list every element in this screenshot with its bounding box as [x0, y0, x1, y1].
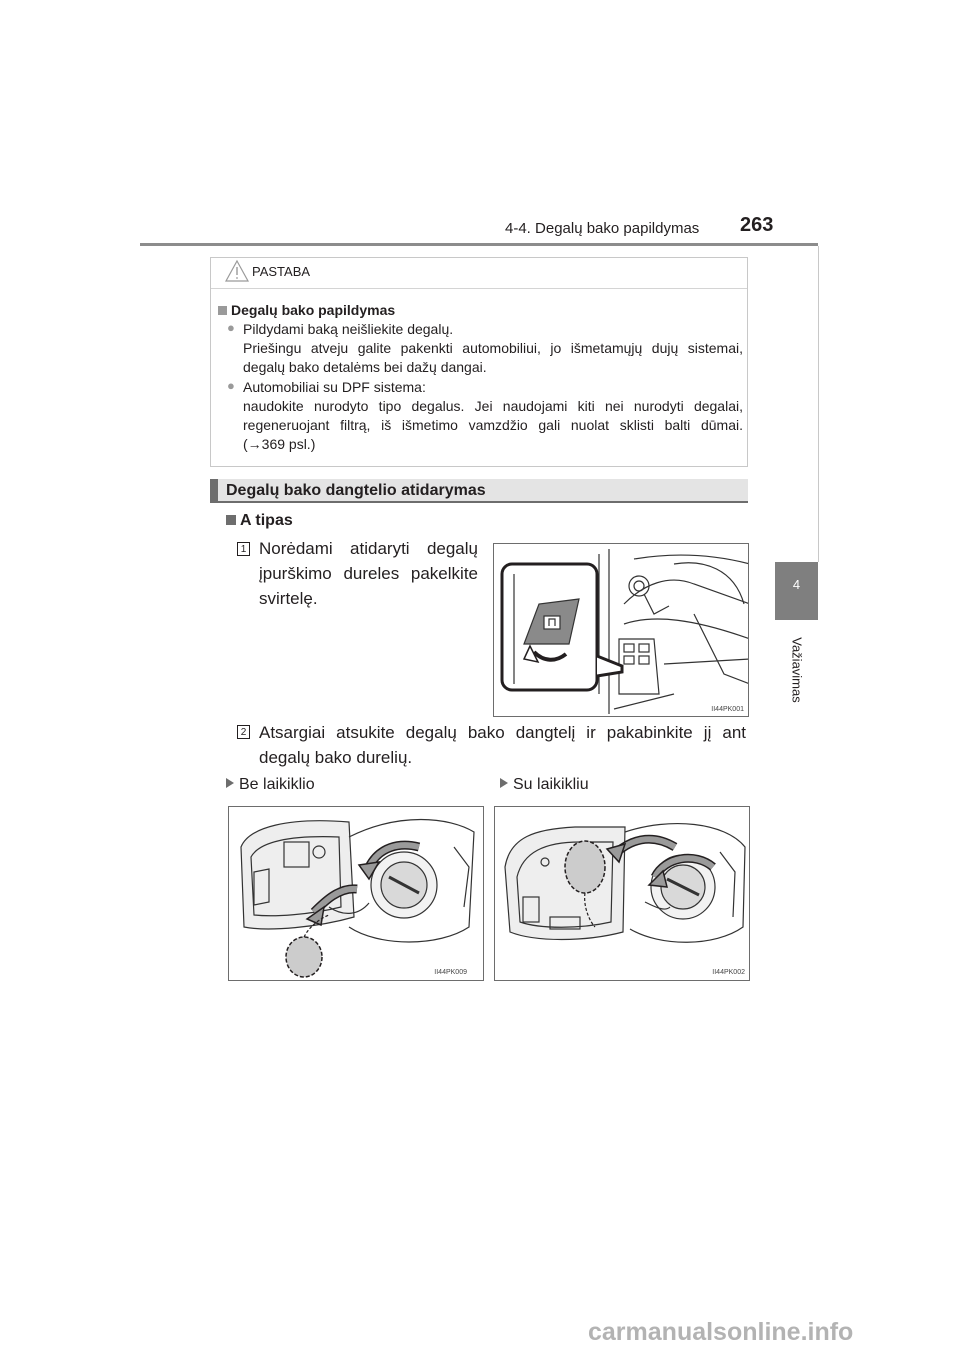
caution-bullet1-line2: Priešingu atveju galite pakenkti automobiliui, jo išmetamųjų dujų sistemai,: [243, 340, 743, 356]
fuel-cap-illustration: [495, 807, 750, 981]
caution-bullet2-line1: Automobiliai su DPF sistema:: [243, 379, 426, 395]
section-heading-accent: [210, 479, 218, 503]
caution-heading-text: Degalų bako papildymas: [231, 302, 396, 318]
header-section-title: 4-4. Degalų bako papildymas: [505, 220, 700, 237]
chapter-label: Važiavimas: [789, 637, 805, 703]
lever-illustration: [494, 544, 749, 717]
figure-code: II44PK001: [711, 706, 744, 713]
caution-bullet1-line3: degalų bako detalėms bei dažų dangai.: [243, 359, 487, 375]
header-rule: [140, 243, 818, 246]
figure-code: II44PK009: [434, 969, 467, 976]
step2-line1: Atsargiai atsukite degalų bako dangtelį ir pakabinkite jį ant: [259, 723, 746, 742]
square-bullet-icon: [226, 515, 236, 525]
variant-without-holder: [226, 776, 315, 794]
step1-line1: Norėdami atidaryti degalų: [259, 539, 478, 558]
bullet-dot-icon: ●: [227, 378, 235, 393]
square-bullet-icon: [218, 306, 227, 315]
caution-bullet2-line2: naudokite nurodyto tipo degalus. Jei naudojami kiti nei nurodyti degalai,: [243, 398, 743, 414]
caution-bullet2-line4: (→369 psl.): [243, 436, 316, 452]
bullet-dot-icon: ●: [227, 320, 235, 335]
fuel-door-lever-figure: [493, 543, 749, 717]
warning-triangle-icon: [224, 259, 250, 283]
side-rule: [818, 246, 819, 562]
fuel-cap-without-holder-figure: [228, 806, 484, 981]
caution-heading: [218, 302, 395, 318]
figure-code: II44PK002: [712, 969, 745, 976]
step1-line3: svirtelę.: [259, 589, 318, 608]
variant-with-holder: [500, 776, 589, 794]
step2-line2: degalų bako durelių.: [259, 748, 413, 767]
page-number: 263: [740, 214, 774, 236]
caution-bullet2-line3: regeneruojant filtrą, iš išmetimo vamzdžio gali nuolat sklisti balti dūmai.: [243, 417, 743, 433]
watermark: carmanualsonline.info: [588, 1318, 854, 1346]
step-number: 2: [237, 725, 250, 739]
caution-bullet1-line1: Pildydami baką neišliekite degalų.: [243, 321, 454, 337]
step1-line2: įpurškimo dureles pakelkite: [259, 564, 478, 583]
type-a-heading: [226, 512, 293, 530]
section-title: Degalų bako dangtelio atidarymas: [226, 482, 486, 499]
chapter-number: 4: [792, 577, 801, 592]
variant-label: Su laikikliu: [513, 776, 589, 793]
fuel-cap-illustration: [229, 807, 484, 981]
caution-title: PASTABA: [252, 264, 311, 279]
triangle-bullet-icon: [226, 778, 234, 788]
variant-label: Be laikiklio: [239, 776, 315, 793]
triangle-bullet-icon: [500, 778, 508, 788]
step-number: 1: [237, 542, 250, 556]
type-a-heading-text: A tipas: [240, 512, 293, 529]
fuel-cap-with-holder-figure: [494, 806, 750, 981]
